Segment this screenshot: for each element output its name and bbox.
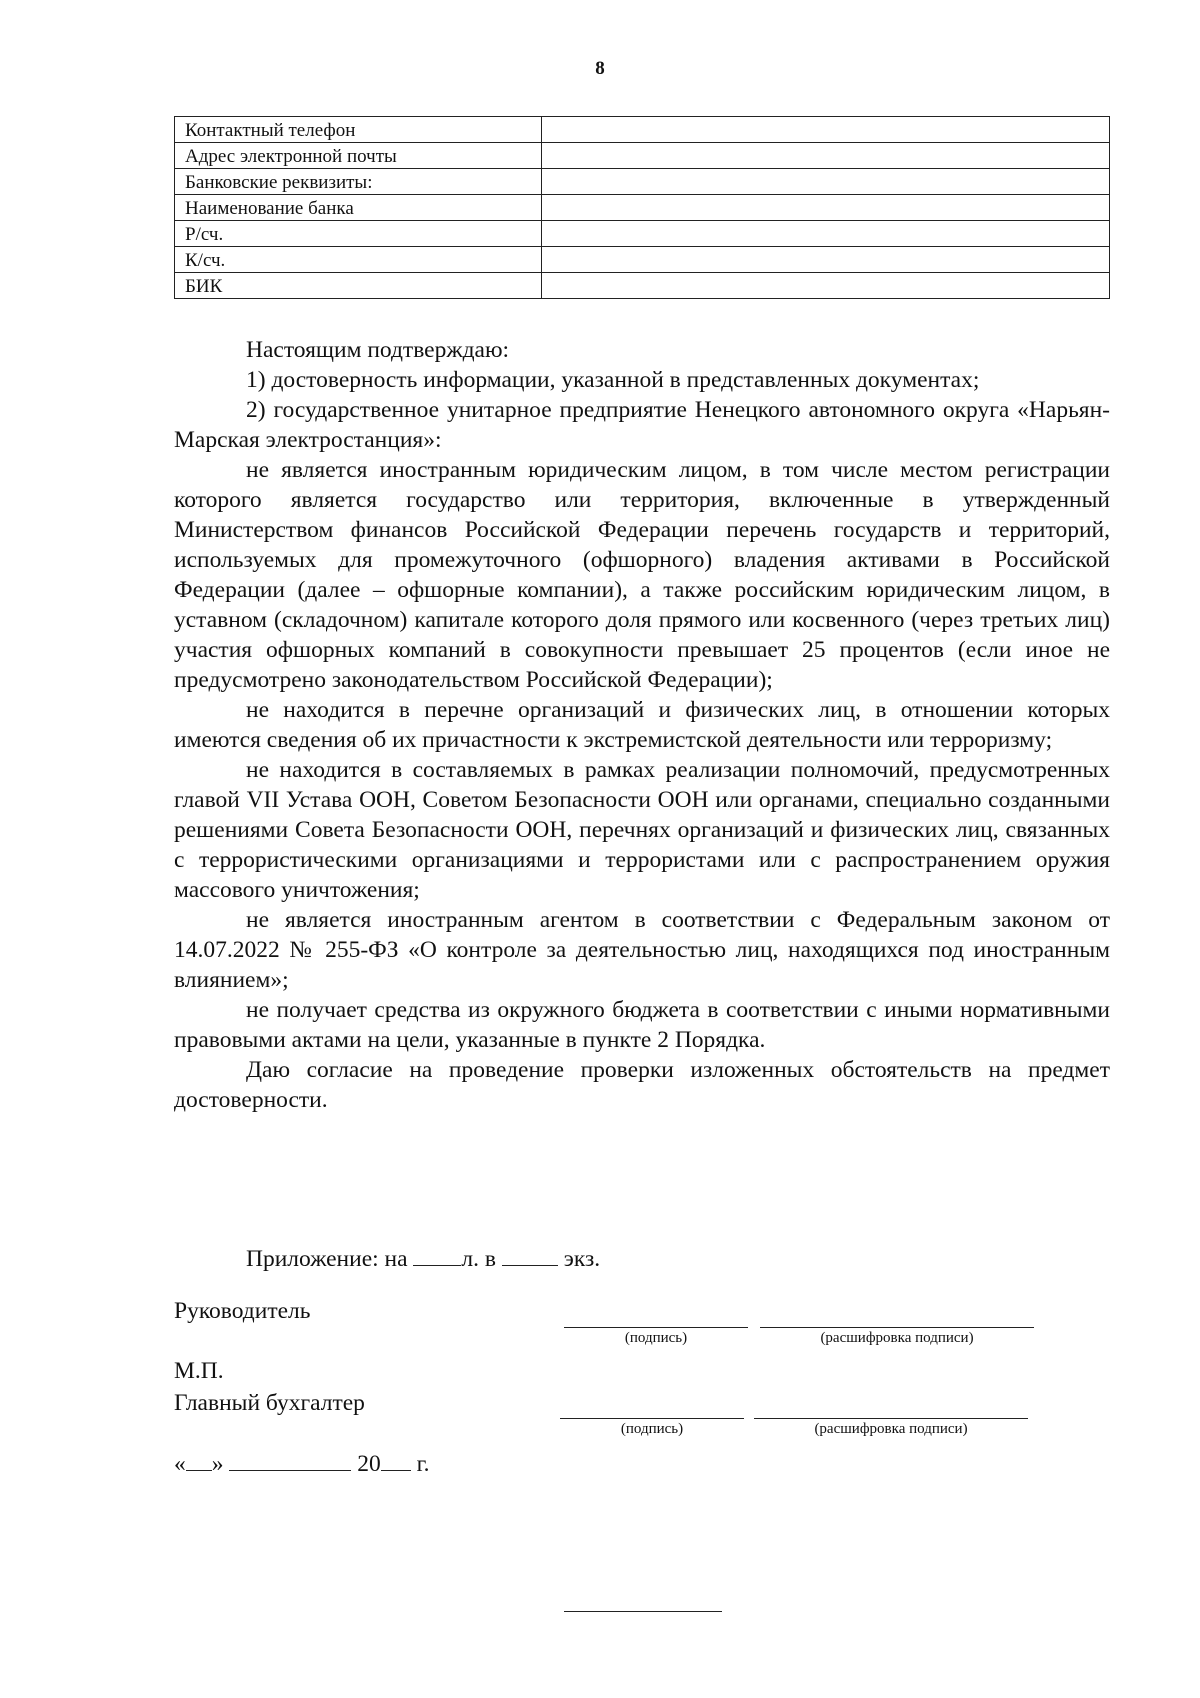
table-row [175, 195, 1110, 221]
accountant-decode-line[interactable] [754, 1418, 1028, 1419]
head-signature-caption: (подпись) [624, 1330, 688, 1346]
attachment-sheets-blank[interactable] [413, 1265, 461, 1266]
accountant-signature-caption: (подпись) [620, 1421, 684, 1437]
paragraph-intro: Настоящим подтверждаю: [246, 337, 510, 363]
date-line [174, 1451, 430, 1478]
paragraph-consent: Даю согласие на проведение проверки изложенных обстоятельств на предмет достоверности. [174, 1057, 1110, 1113]
date-year-prefix: 20 [357, 1451, 381, 1477]
paragraph-un-lists: не находится в составляемых в рамках реализации полномочий, предусмотренных главой VII Устава ООН, Советом Безопасности ООН или органами, специально созданными решениями Совета Безопасности ООН, перечнях организаций и физических лиц, связанных с террористическими организациями и террористами или с распространением оружия массового уничтожения; [174, 757, 1110, 903]
table-cell-label: Контактный телефон [175, 117, 542, 143]
table-row [175, 221, 1110, 247]
paragraph-budget: не получает средства из окружного бюджета в соответствии с иными нормативными правовыми актами на цели, указанные в пункте 2 Порядка. [174, 997, 1110, 1053]
table-cell-value [542, 221, 1110, 247]
table-row [175, 169, 1110, 195]
table-cell-label: Банковские реквизиты: [175, 169, 542, 195]
table-cell-label: Адрес электронной почты [175, 143, 542, 169]
paragraph-extremism: не находится в перечне организаций и физических лиц, в отношении которых имеются сведения об их причастности к экстремистской деятельности или терроризму; [174, 697, 1110, 753]
table-cell-value [542, 169, 1110, 195]
attachment-mid: л. в [461, 1246, 496, 1272]
paragraph-enterprise: 2) государственное унитарное предприятие Ненецкого автономного округа «Нарьян-Марская электростанция»: [174, 397, 1110, 453]
attachment-suffix: экз. [563, 1246, 601, 1272]
head-decode-caption: (расшифровка подписи) [820, 1330, 974, 1346]
accountant-decode-caption: (расшифровка подписи) [814, 1421, 968, 1437]
attachment-line [246, 1246, 600, 1273]
date-day-blank[interactable] [186, 1470, 212, 1471]
table-row [175, 247, 1110, 273]
table-cell-label: К/сч. [175, 247, 542, 273]
head-label: Руководитель [174, 1298, 311, 1324]
table-cell-value [542, 247, 1110, 273]
table-cell-label: БИК [175, 273, 542, 299]
paragraph-foreign-agent: не является иностранным агентом в соответствии с Федеральным законом от 14.07.2022 № 255-ФЗ «О контроле за деятельностью лиц, находящихся под иностранным влиянием»; [174, 907, 1110, 993]
closing-rule [564, 1611, 722, 1612]
confirmation-text [174, 335, 1110, 1115]
attachment-copies-blank[interactable] [502, 1265, 558, 1266]
table-cell-value [542, 273, 1110, 299]
attachment-prefix: Приложение: на [246, 1246, 408, 1272]
table-cell-label: Наименование банка [175, 195, 542, 221]
table-cell-value [542, 143, 1110, 169]
accountant-signature-line[interactable] [560, 1418, 744, 1419]
page-number: 8 [595, 58, 605, 79]
table-row [175, 143, 1110, 169]
requisites-table [174, 116, 1110, 299]
table-row [175, 117, 1110, 143]
date-suffix: г. [416, 1451, 430, 1477]
date-close-quote: » [211, 1451, 224, 1477]
date-month-blank[interactable] [229, 1470, 351, 1471]
paragraph-reliability: 1) достоверность информации, указанной в представленных документах; [246, 367, 980, 393]
table-cell-value [542, 195, 1110, 221]
date-open-quote: « [174, 1451, 186, 1477]
stamp-label: М.П. [174, 1358, 224, 1384]
table-cell-label: Р/сч. [175, 221, 542, 247]
date-year-blank[interactable] [381, 1470, 411, 1471]
accountant-label: Главный бухгалтер [174, 1390, 365, 1416]
table-cell-value [542, 117, 1110, 143]
head-signature-line[interactable] [564, 1327, 748, 1328]
table-row [175, 273, 1110, 299]
head-decode-line[interactable] [760, 1327, 1034, 1328]
paragraph-offshore: не является иностранным юридическим лицом, в том числе местом регистрации которого является государство или территория, включенные в утвержденный Министерством финансов Российской Федерации перечень государств и территорий, используемых для промежуточного (офшорного) владения активами в Российской Федерации (далее – офшорные компании), а также российским юридическим лицом, в уставном (складочном) капитале которого доля прямого или косвенного (через третьих лиц) участия офшорных компаний в совокупности превышает 25 процентов (если иное не предусмотрено законодательством Российской Федерации); [174, 457, 1110, 693]
